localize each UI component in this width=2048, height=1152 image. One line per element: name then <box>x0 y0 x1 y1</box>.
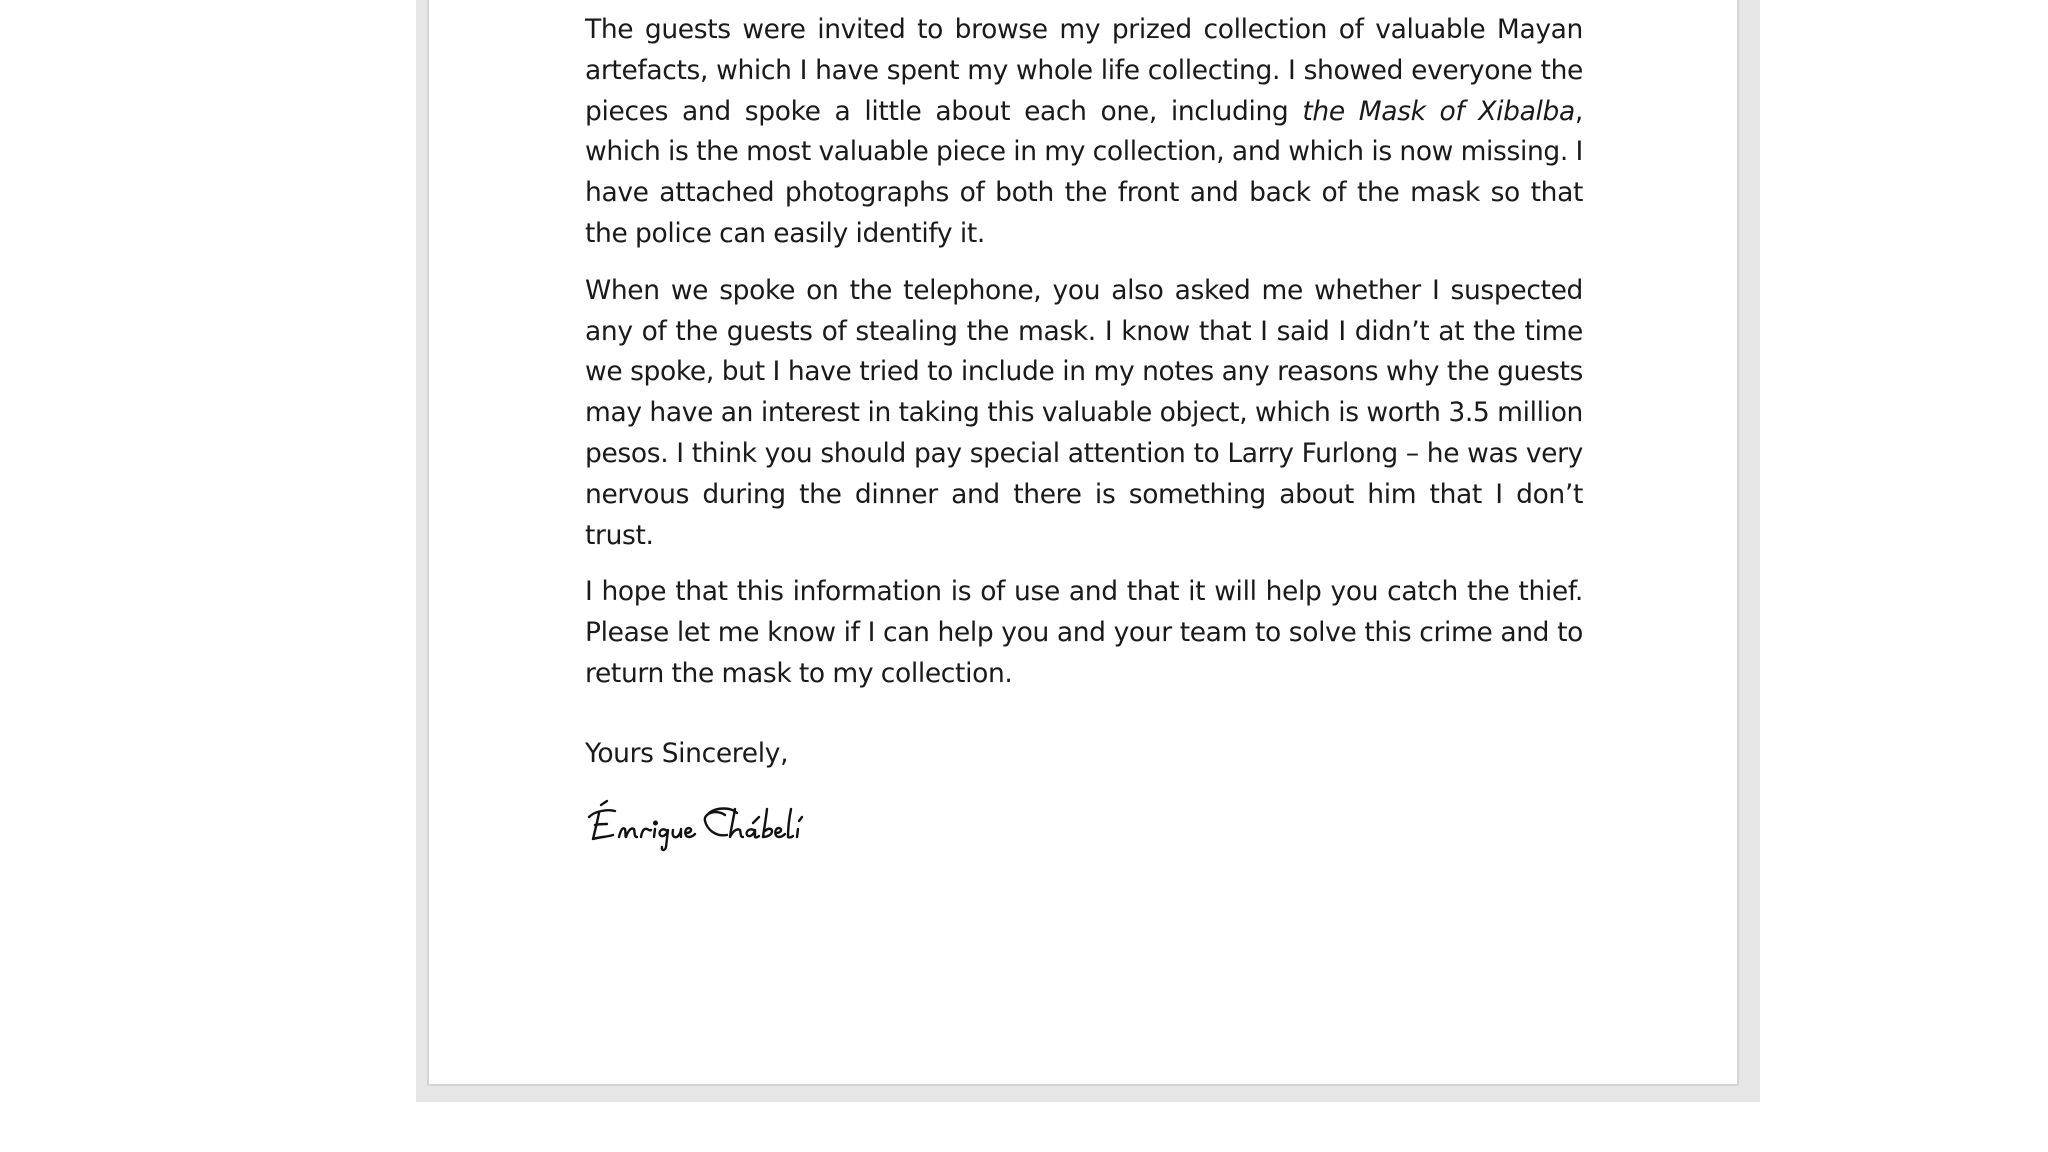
paragraph-2: When we spoke on the telephone, you also asked me whether I suspected any of the guests of stealing the mask. I know that I said I didn’t at the time we spoke, but I have tried to include in my notes any reasons why the guests may have an interest in taking this valuable object, which is worth 3.5 million pesos. I think you should pay special attention to Larry Furlong – he was very nervous during the dinner and there is something about him that I don’t trust. <box>585 274 1583 551</box>
mask-title-italic: the Mask of Xibalba <box>1302 95 1575 127</box>
paragraph-1 <box>585 10 1583 255</box>
letter-body <box>585 10 1583 711</box>
paragraph-1-text-after: , which is the most valuable piece in my collection, and which is now missing. I have attached photographs of both the front and back of the mask so that the police can easily identify it. <box>585 95 1584 249</box>
paragraph-1-text-before: The guests were invited to browse my prized collection of valuable Mayan artefacts, which I have spent my whole life collecting. I showed everyone the pieces and spoke a little about each one, including <box>585 14 1583 127</box>
closing-salutation: Yours Sincerely, <box>585 738 789 769</box>
handwritten-signature <box>585 795 845 855</box>
paragraph-3: I hope that this information is of use and that it will help you catch the thief. Please let me know if I can help you and your team to solve this crime and to return the mask to my collection. <box>585 576 1583 689</box>
